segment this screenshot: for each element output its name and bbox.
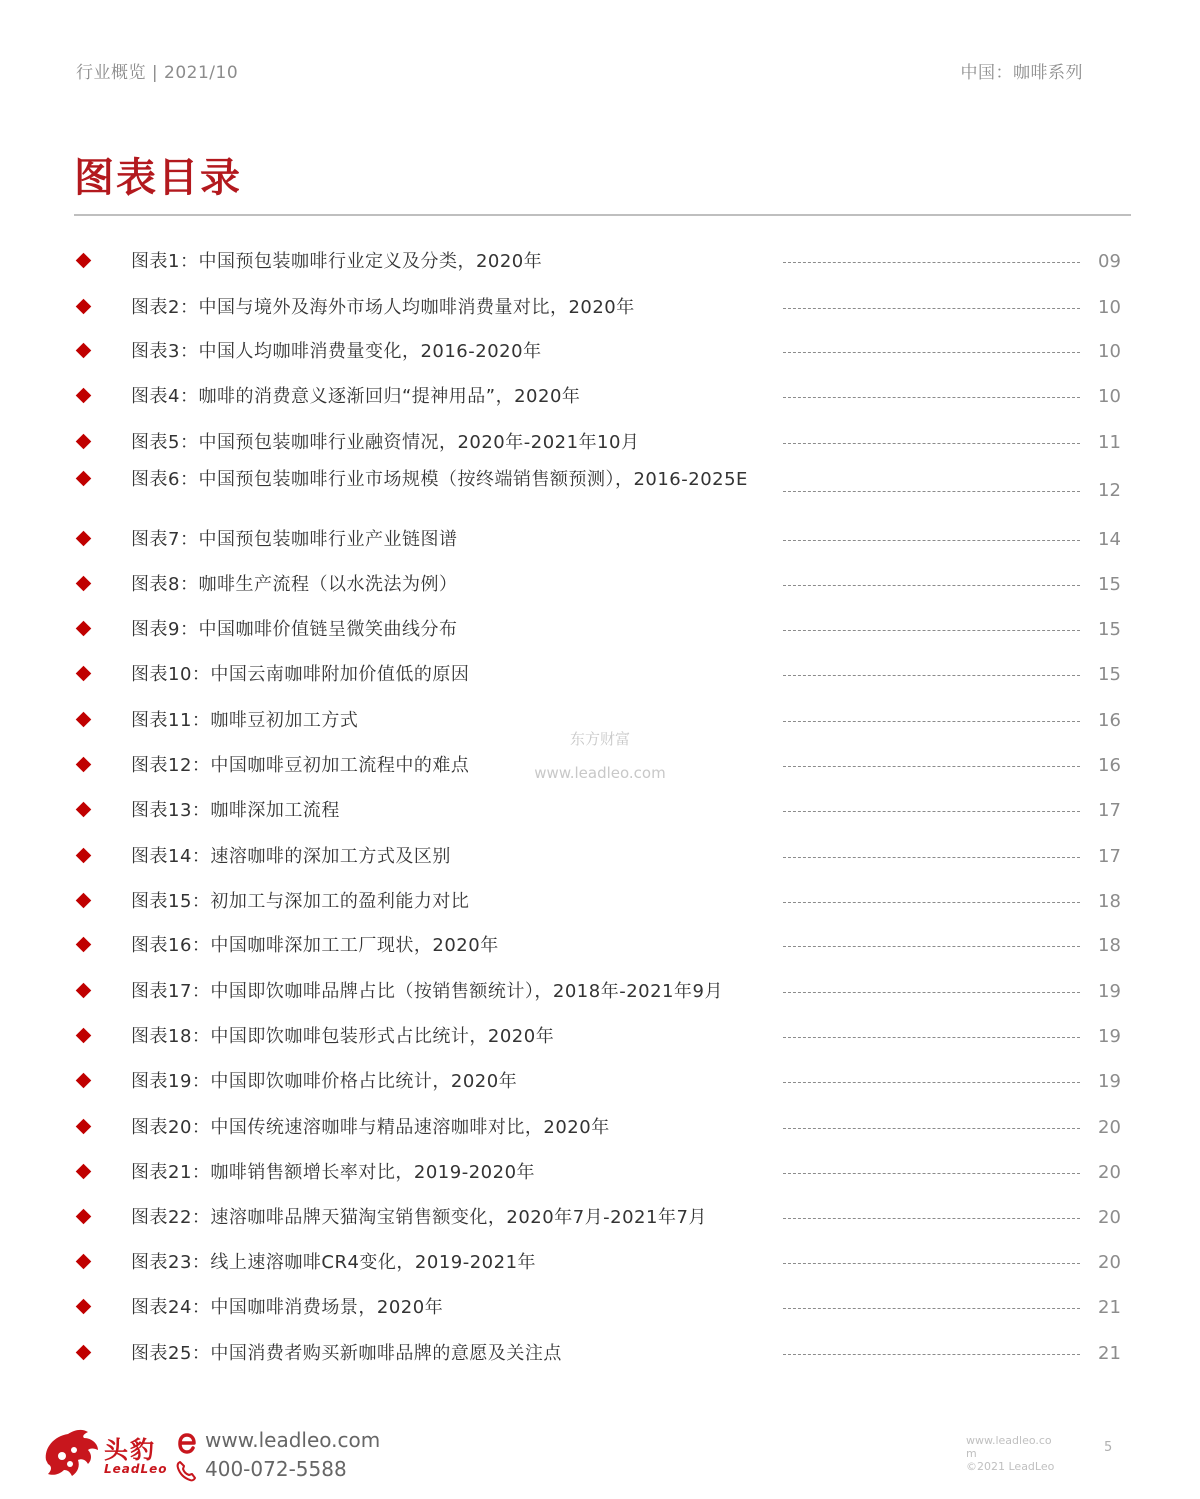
toc-page-number: 11 — [1098, 432, 1121, 453]
toc-item[interactable] — [0, 1197, 1200, 1237]
toc-page-number: 15 — [1098, 574, 1121, 595]
diamond-bullet-icon — [76, 1119, 92, 1135]
toc-item-label: 图表17：中国即饮咖啡品牌占比（按销售额统计），2018年-2021年9月 — [131, 981, 723, 1002]
toc-item-label: 图表19：中国即饮咖啡价格占比统计，2020年 — [131, 1071, 518, 1092]
toc-item[interactable] — [0, 836, 1200, 876]
diamond-bullet-icon — [76, 1209, 92, 1225]
diamond-bullet-icon — [76, 621, 92, 637]
toc-item[interactable] — [0, 1242, 1200, 1282]
dotted-leader — [783, 1128, 1080, 1129]
toc-item-label: 图表14：速溶咖啡的深加工方式及区别 — [131, 846, 451, 867]
toc-page-number: 20 — [1098, 1207, 1121, 1228]
diamond-bullet-icon — [76, 1299, 92, 1315]
toc-page-number: 10 — [1098, 341, 1121, 362]
footer-copyright — [966, 1434, 1056, 1473]
toc-item-label: 图表23：线上速溶咖啡CR4变化，2019-2021年 — [131, 1252, 537, 1273]
diamond-bullet-icon — [76, 802, 92, 818]
toc-item[interactable] — [0, 654, 1200, 694]
dotted-leader — [783, 585, 1080, 586]
dotted-leader — [783, 811, 1080, 812]
toc-item-label: 图表10：中国云南咖啡附加价值低的原因 — [131, 664, 470, 685]
toc-page-number: 14 — [1098, 529, 1121, 550]
toc-item[interactable] — [0, 1152, 1200, 1192]
phone-number: 400-072-5588 — [205, 1457, 347, 1481]
toc-item[interactable] — [0, 1333, 1200, 1373]
toc-page-number: 21 — [1098, 1297, 1121, 1318]
toc-item-label: 图表3：中国人均咖啡消费量变化，2016-2020年 — [131, 341, 542, 362]
watermark-line: www.leadleo.com — [534, 764, 666, 782]
brand-name-en: LeadLeo — [104, 1462, 168, 1476]
page-number: 5 — [1104, 1440, 1113, 1455]
toc-item[interactable] — [0, 1287, 1200, 1327]
toc-item[interactable] — [0, 1061, 1200, 1101]
toc-item[interactable] — [0, 971, 1200, 1011]
toc-page-number: 15 — [1098, 664, 1121, 685]
toc-item[interactable] — [0, 470, 1200, 510]
diamond-bullet-icon — [76, 848, 92, 864]
dotted-leader — [783, 630, 1080, 631]
toc-page-number: 18 — [1098, 935, 1121, 956]
toc-page-number: 19 — [1098, 981, 1121, 1002]
dotted-leader — [783, 443, 1080, 444]
dotted-leader — [783, 902, 1080, 903]
toc-page-number: 19 — [1098, 1026, 1121, 1047]
toc-item-label: 图表15：初加工与深加工的盈利能力对比 — [131, 891, 470, 912]
dotted-leader — [783, 352, 1080, 353]
diamond-bullet-icon — [76, 1028, 92, 1044]
toc-page-number: 20 — [1098, 1117, 1121, 1138]
toc-item-label: 图表4：咖啡的消费意义逐渐回归“提神用品”，2020年 — [131, 386, 581, 407]
diamond-bullet-icon — [76, 757, 92, 773]
dotted-leader — [783, 1218, 1080, 1219]
watermark — [500, 722, 700, 790]
toc-item[interactable] — [0, 1107, 1200, 1147]
dotted-leader — [783, 1082, 1080, 1083]
footer-copyright-text: ©2021 LeadLeo — [966, 1460, 1055, 1473]
diamond-bullet-icon — [76, 712, 92, 728]
toc-page-number: 10 — [1098, 297, 1121, 318]
toc-page-number: 17 — [1098, 846, 1121, 867]
diamond-bullet-icon — [76, 1254, 92, 1270]
dotted-leader — [783, 946, 1080, 947]
toc-item-label: 图表5：中国预包装咖啡行业融资情况，2020年-2021年10月 — [131, 432, 640, 453]
toc-item-label: 图表12：中国咖啡豆初加工流程中的难点 — [131, 755, 470, 776]
toc-page-number: 10 — [1098, 386, 1121, 407]
toc-item-label: 图表11：咖啡豆初加工方式 — [131, 710, 359, 731]
website-link[interactable]: www.leadleo.com — [205, 1428, 381, 1452]
toc-item-label: 图表24：中国咖啡消费场景，2020年 — [131, 1297, 444, 1318]
toc-item-label: 图表21：咖啡销售额增长率对比，2019-2020年 — [131, 1162, 536, 1183]
dotted-leader — [783, 491, 1080, 492]
diamond-bullet-icon — [76, 388, 92, 404]
toc-item-label: 图表13：咖啡深加工流程 — [131, 800, 340, 821]
toc-page-number: 09 — [1098, 251, 1121, 272]
toc-item-label: 图表22：速溶咖啡品牌天猫淘宝销售额变化，2020年7月-2021年7月 — [131, 1207, 707, 1228]
toc-item[interactable] — [0, 287, 1200, 327]
phone-icon — [174, 1459, 198, 1483]
toc-item[interactable] — [0, 609, 1200, 649]
toc-item[interactable] — [0, 790, 1200, 830]
toc-item[interactable] — [0, 519, 1200, 559]
dotted-leader — [783, 308, 1080, 309]
toc-page-number: 18 — [1098, 891, 1121, 912]
dotted-leader — [783, 1173, 1080, 1174]
dotted-leader — [783, 1354, 1080, 1355]
diamond-bullet-icon — [76, 299, 92, 315]
diamond-bullet-icon — [76, 983, 92, 999]
diamond-bullet-icon — [76, 434, 92, 450]
toc-item-label: 图表6：中国预包装咖啡行业市场规模（按终端销售额预测），2016-2025E — [131, 469, 748, 490]
dotted-leader — [783, 1308, 1080, 1309]
toc-page-number: 12 — [1098, 480, 1121, 501]
title-divider — [74, 214, 1131, 216]
dotted-leader — [783, 262, 1080, 263]
toc-item-label: 图表25：中国消费者购买新咖啡品牌的意愿及关注点 — [131, 1343, 562, 1364]
toc-item[interactable] — [0, 376, 1200, 416]
toc-page-number: 16 — [1098, 710, 1121, 731]
web-e-icon — [174, 1431, 198, 1455]
header-series: 中国：咖啡系列 — [960, 63, 1083, 83]
toc-item-label: 图表20：中国传统速溶咖啡与精品速溶咖啡对比，2020年 — [131, 1117, 610, 1138]
footer-small-site: www.leadleo.com — [966, 1434, 1052, 1460]
dotted-leader — [783, 675, 1080, 676]
toc-page-number: 20 — [1098, 1252, 1121, 1273]
diamond-bullet-icon — [76, 471, 92, 487]
toc-item[interactable] — [0, 925, 1200, 965]
dotted-leader — [783, 766, 1080, 767]
dotted-leader — [783, 721, 1080, 722]
diamond-bullet-icon — [76, 1073, 92, 1089]
toc-item[interactable] — [0, 1016, 1200, 1056]
dotted-leader — [783, 1263, 1080, 1264]
watermark-line: 东方财富 — [569, 730, 630, 748]
toc-page-number: 15 — [1098, 619, 1121, 640]
toc-item-label: 图表9：中国咖啡价值链呈微笑曲线分布 — [131, 619, 458, 640]
toc-item-label: 图表2：中国与境外及海外市场人均咖啡消费量对比，2020年 — [131, 297, 635, 318]
page-title: 图表目录 — [74, 155, 242, 201]
toc-item-label: 图表7：中国预包装咖啡行业产业链图谱 — [131, 529, 458, 550]
dotted-leader — [783, 1037, 1080, 1038]
diamond-bullet-icon — [76, 893, 92, 909]
toc-item[interactable] — [0, 241, 1200, 281]
diamond-bullet-icon — [76, 531, 92, 547]
toc-item[interactable] — [0, 564, 1200, 604]
diamond-bullet-icon — [76, 343, 92, 359]
toc-item[interactable] — [0, 881, 1200, 921]
toc-item-label: 图表16：中国咖啡深加工工厂现状，2020年 — [131, 935, 499, 956]
toc-page-number: 16 — [1098, 755, 1121, 776]
diamond-bullet-icon — [76, 666, 92, 682]
diamond-bullet-icon — [76, 1164, 92, 1180]
toc-item-label: 图表1：中国预包装咖啡行业定义及分类，2020年 — [131, 251, 543, 272]
toc-item-label: 图表18：中国即饮咖啡包装形式占比统计，2020年 — [131, 1026, 555, 1047]
toc-page-number: 17 — [1098, 800, 1121, 821]
diamond-bullet-icon — [76, 576, 92, 592]
brand-name-cn: 头豹 — [104, 1436, 156, 1464]
diamond-bullet-icon — [76, 937, 92, 953]
toc-page-number: 20 — [1098, 1162, 1121, 1183]
toc-item-label: 图表8：咖啡生产流程（以水洗法为例） — [131, 574, 458, 595]
dotted-leader — [783, 992, 1080, 993]
diamond-bullet-icon — [76, 253, 92, 269]
dotted-leader — [783, 397, 1080, 398]
leopard-logo-icon — [40, 1426, 102, 1482]
toc-item[interactable] — [0, 422, 1200, 462]
header-report-type: 行业概览 | 2021/10 — [76, 63, 239, 83]
dotted-leader — [783, 857, 1080, 858]
toc-page-number: 19 — [1098, 1071, 1121, 1092]
toc-item[interactable] — [0, 331, 1200, 371]
dotted-leader — [783, 540, 1080, 541]
diamond-bullet-icon — [76, 1345, 92, 1361]
toc-page-number: 21 — [1098, 1343, 1121, 1364]
